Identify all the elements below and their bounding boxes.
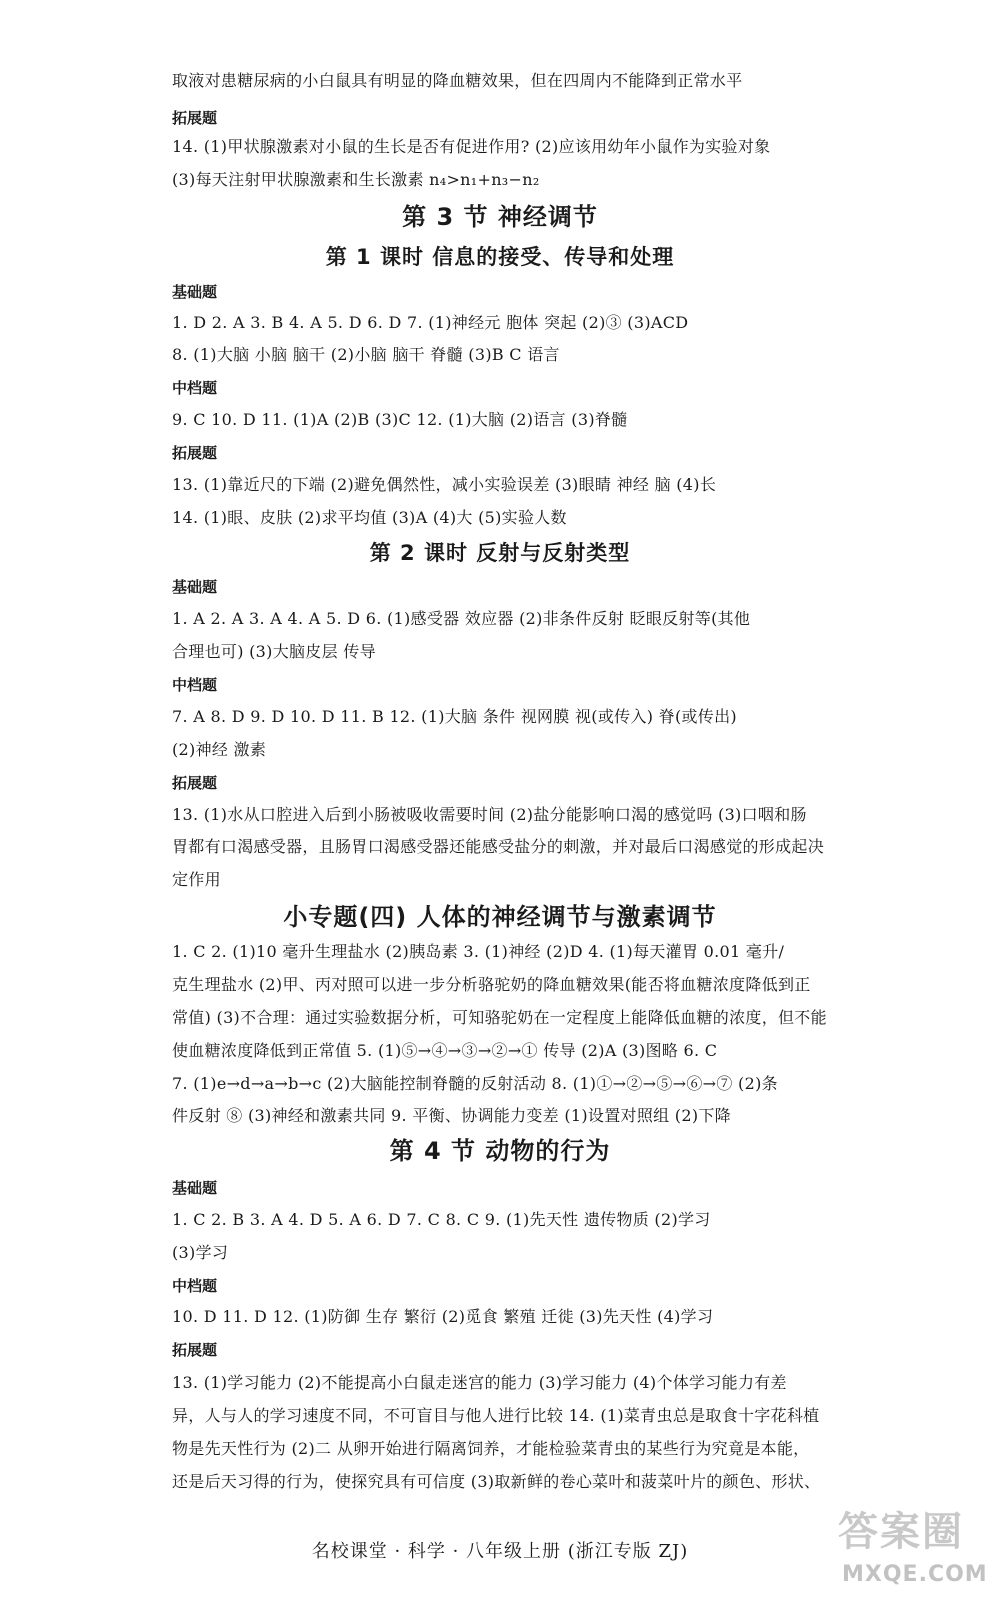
- answer-line: 胃都有口渴感受器，且肠胃口渴感受器还能感受盐分的刺激，并对最后口渴感觉的形成起决: [172, 837, 825, 856]
- section-label-basic: 基础题: [172, 1179, 218, 1197]
- answer-line: 1. D 2. A 3. B 4. A 5. D 6. D 7. (1)神经元 胞体 突起 (2)③ (3)ACD: [172, 313, 689, 332]
- answer-line: 13. (1)水从口腔进入后到小肠被吸收需要时间 (2)盐分能影响口渴的感觉吗 (3)口咽和肠: [172, 805, 807, 824]
- answer-line: (3)学习: [172, 1243, 229, 1262]
- lesson-heading: 第 1 课时 信息的接受、传导和处理: [325, 245, 675, 269]
- section-heading: 第 4 节 动物的行为: [389, 1137, 611, 1165]
- section-label-basic: 基础题: [172, 283, 218, 301]
- answer-line: 件反射 ⑧ (3)神经和激素共同 9. 平衡、协调能力变差 (1)设置对照组 (2)下降: [172, 1106, 731, 1125]
- answer-line: 10. D 11. D 12. (1)防御 生存 繁衍 (2)觅食 繁殖 迁徙 (3)先天性 (4)学习: [172, 1307, 714, 1326]
- answer-line: 异，人与人的学习速度不同，不可盲目与他人进行比较 14. (1)菜青虫总是取食十字花科植: [172, 1406, 820, 1425]
- watermark-logo: 答案圈: [838, 1509, 964, 1555]
- answer-line: 物是先天性行为 (2)二 从卵开始进行隔离饲养，才能检验菜青虫的某些行为究竟是本能，: [172, 1439, 810, 1458]
- answer-line: 定作用: [172, 870, 221, 889]
- answer-line: 8. (1)大脑 小脑 脑干 (2)小脑 脑干 脊髓 (3)B C 语言: [172, 345, 560, 364]
- answer-line: 14. (1)眼、皮肤 (2)求平均值 (3)A (4)大 (5)实验人数: [172, 508, 567, 527]
- answer-line: 1. C 2. B 3. A 4. D 5. A 6. D 7. C 8. C 9. (1)先天性 遗传物质 (2)学习: [172, 1210, 711, 1229]
- section-label-medium: 中档题: [172, 1277, 218, 1295]
- section-label-extension: 拓展题: [172, 109, 218, 127]
- answer-line: 9. C 10. D 11. (1)A (2)B (3)C 12. (1)大脑 (2)语言 (3)脊髓: [172, 410, 628, 429]
- answer-line: 使血糖浓度降低到正常值 5. (1)⑤→④→③→②→① 传导 (2)A (3)图略 6. C: [172, 1041, 718, 1060]
- answer-line: 14. (1)甲状腺激素对小鼠的生长是否有促进作用? (2)应该用幼年小鼠作为实验对象: [172, 137, 771, 156]
- answer-line: 合理也可) (3)大脑皮层 传导: [172, 642, 376, 661]
- watermark-url: MXQE.COM: [842, 1562, 988, 1587]
- page-footer: 名校课堂 · 科学 · 八年级上册 (浙江专版 ZJ): [311, 1541, 689, 1562]
- answer-line: 克生理盐水 (2)甲、丙对照可以进一步分析骆驼奶的降血糖效果(能否将血糖浓度降低到正: [172, 975, 811, 994]
- answer-line: (2)神经 激素: [172, 740, 267, 759]
- watermark: [838, 1500, 988, 1595]
- answer-line: 1. A 2. A 3. A 4. A 5. D 6. (1)感受器 效应器 (2)非条件反射 眨眼反射等(其他: [172, 609, 751, 628]
- section-label-basic: 基础题: [172, 578, 218, 596]
- answer-line: 7. A 8. D 9. D 10. D 11. B 12. (1)大脑 条件 视网膜 视(或传入) 脊(或传出): [172, 707, 737, 726]
- section-label-extension: 拓展题: [172, 774, 218, 792]
- section-label-medium: 中档题: [172, 379, 218, 397]
- answer-line: 13. (1)靠近尺的下端 (2)避免偶然性，减小实验误差 (3)眼睛 神经 脑 (4)长: [172, 475, 717, 494]
- special-topic-heading: 小专题(四) 人体的神经调节与激素调节: [283, 903, 717, 931]
- answer-line: 7. (1)e→d→a→b→c (2)大脑能控制脊髓的反射活动 8. (1)①→②→⑤→⑥→⑦ (2)条: [172, 1074, 778, 1093]
- answer-line: (3)每天注射甲状腺激素和生长激素 n₄>n₁+n₃−n₂: [172, 170, 540, 189]
- section-label-extension: 拓展题: [172, 1341, 218, 1359]
- answer-line: 取液对患糖尿病的小白鼠具有明显的降血糖效果，但在四周内不能降到正常水平: [172, 71, 743, 90]
- answer-line: 常值) (3)不合理：通过实验数据分析，可知骆驼奶在一定程度上能降低血糖的浓度，但不能: [172, 1008, 827, 1027]
- section-heading: 第 3 节 神经调节: [402, 203, 598, 231]
- answer-line: 还是后天习得的行为，使探究具有可信度 (3)取新鲜的卷心菜叶和菠菜叶片的颜色、形状、: [172, 1472, 821, 1491]
- lesson-heading: 第 2 课时 反射与反射类型: [369, 541, 631, 565]
- section-label-medium: 中档题: [172, 676, 218, 694]
- answer-line: 1. C 2. (1)10 毫升生理盐水 (2)胰岛素 3. (1)神经 (2)D 4. (1)每天灌胃 0.01 毫升/: [172, 942, 785, 961]
- answer-line: 13. (1)学习能力 (2)不能提高小白鼠走迷宫的能力 (3)学习能力 (4)个体学习能力有差: [172, 1373, 787, 1392]
- section-label-extension: 拓展题: [172, 444, 218, 462]
